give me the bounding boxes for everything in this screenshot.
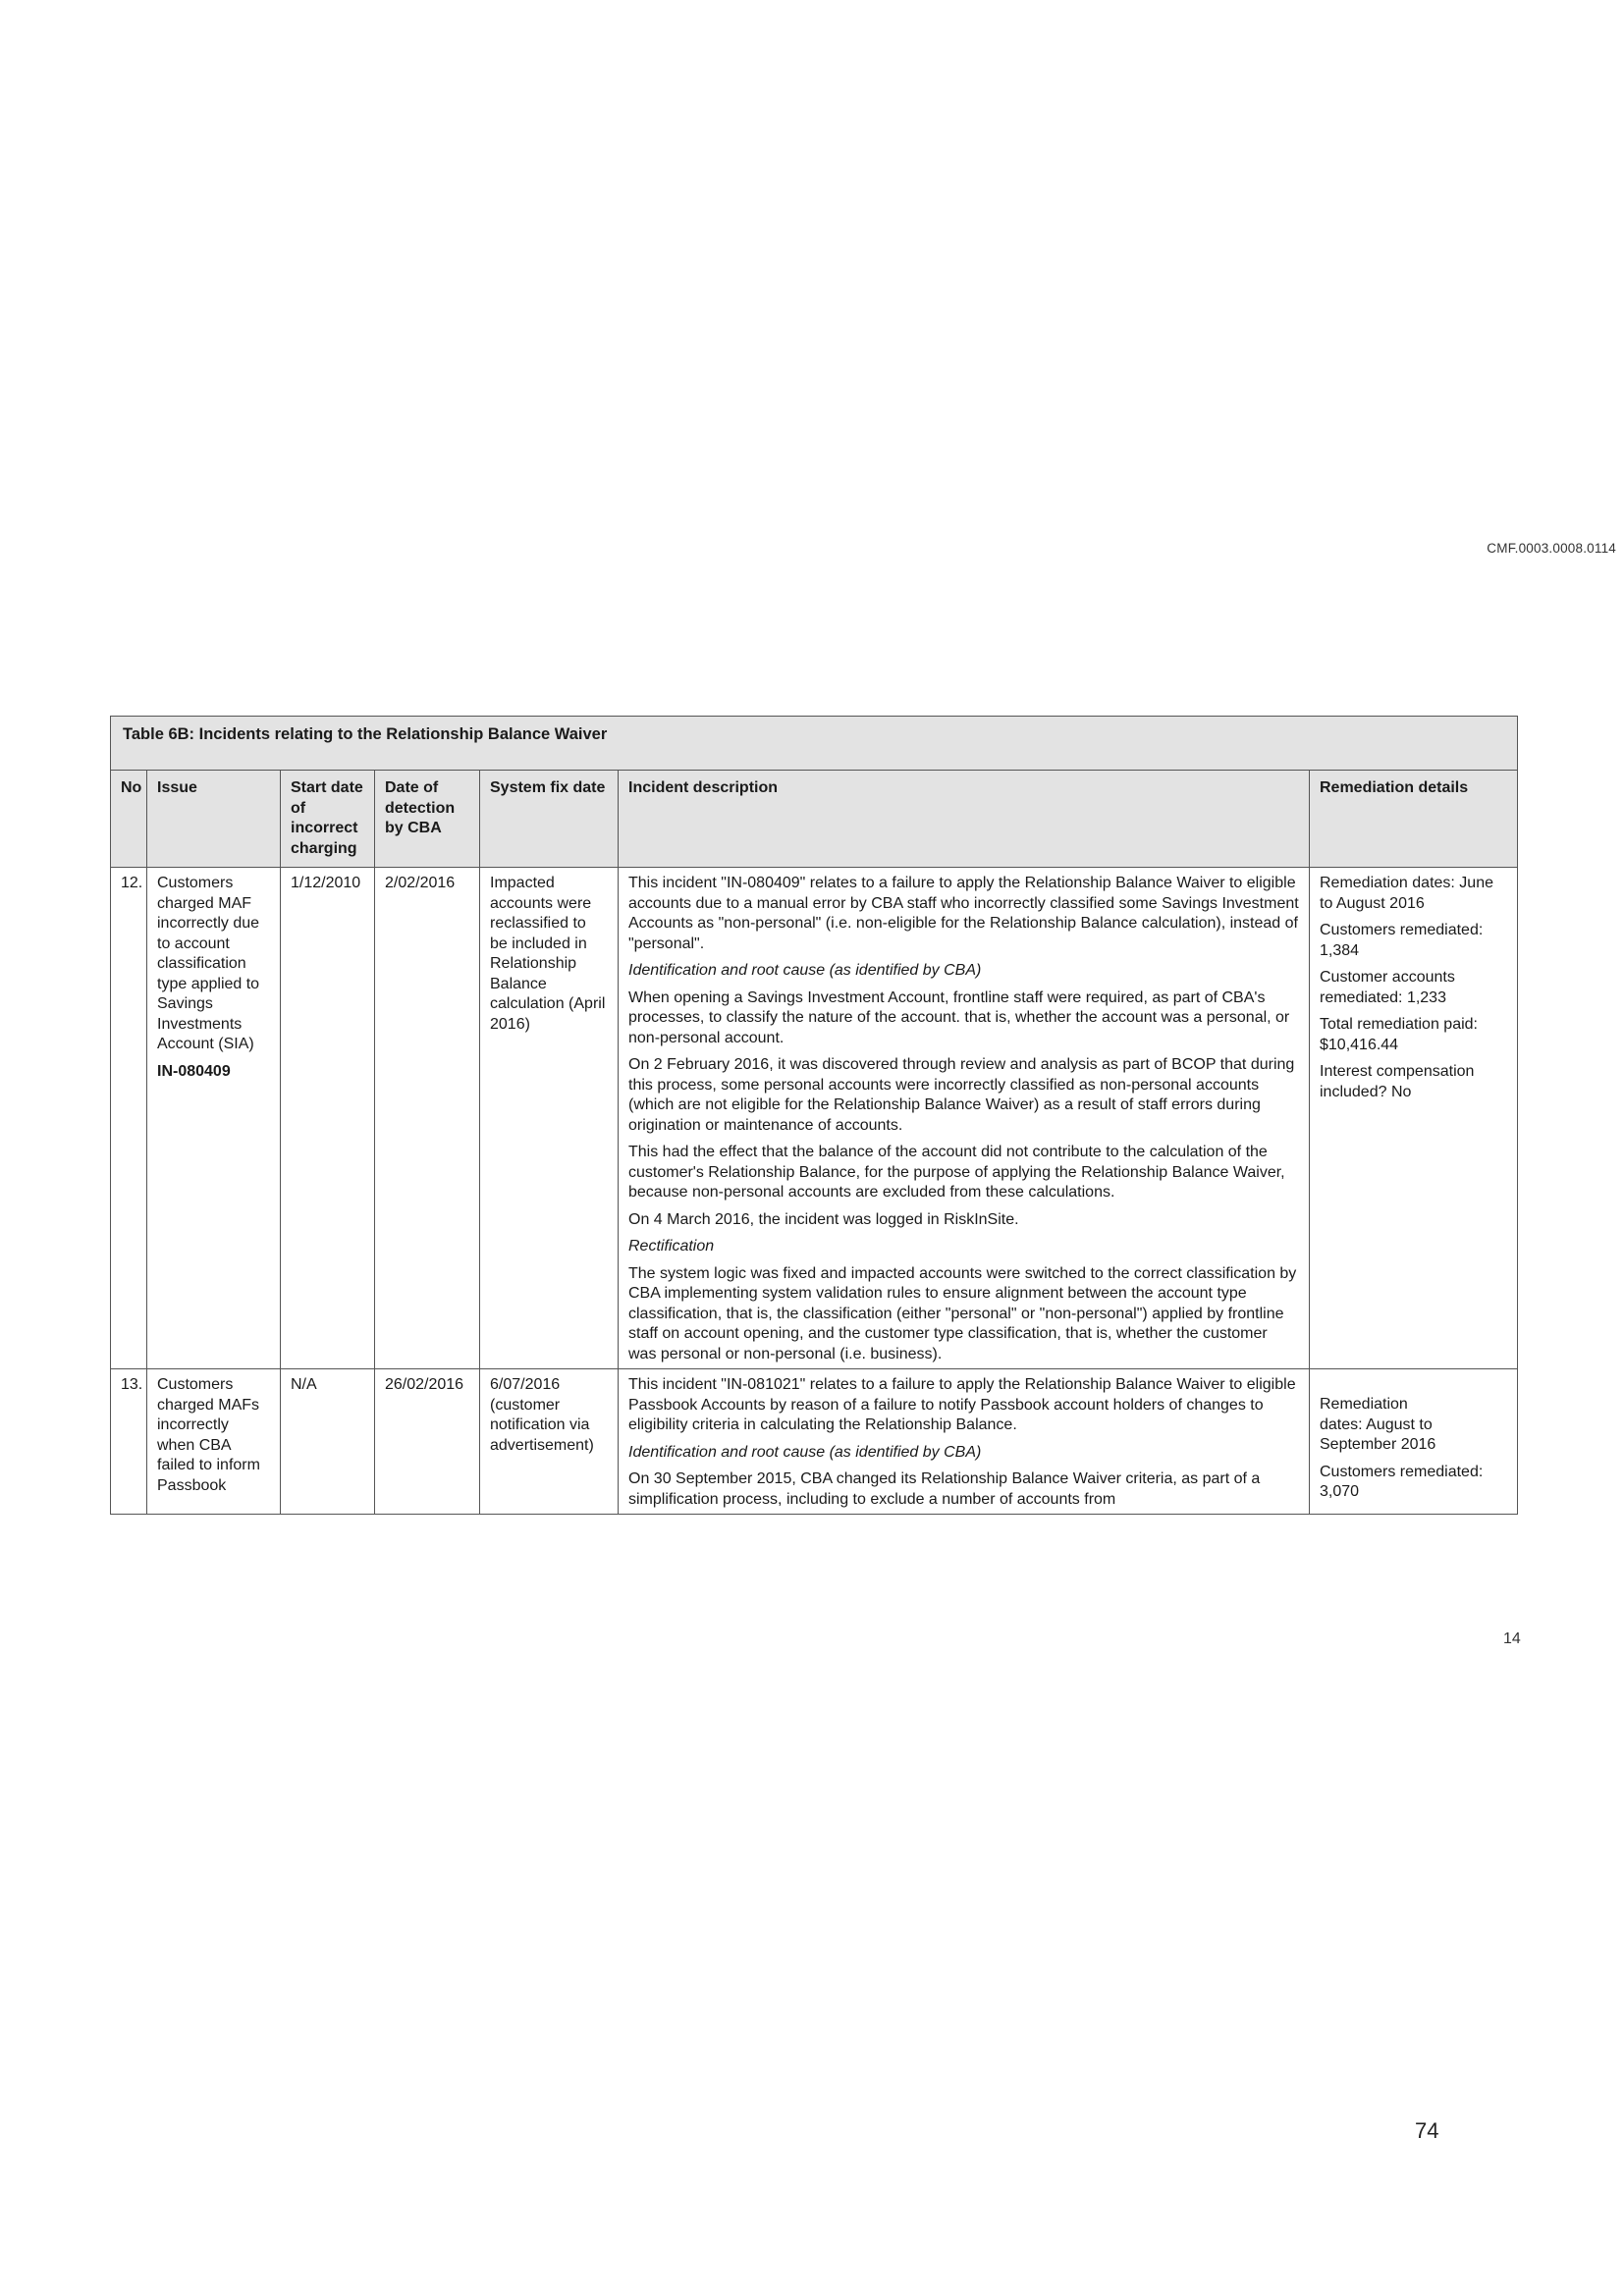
header-remediation-details: Remediation details — [1310, 771, 1518, 868]
header-start-date: Start date of incorrect charging — [281, 771, 375, 868]
description-paragraph: This incident "IN-080409" relates to a failure to apply the Relationship Balance Waiver to eligible accounts due to a manual error by CBA staff who incorrectly classified some Savings Investment Accounts as "non-personal" (i.e. non-eligible for the Relationship Balance calculation), instead of "personal". — [628, 875, 1299, 952]
issue-id: IN-080409 — [157, 1062, 231, 1080]
remediation-item: Customer accounts remediated: 1,233 — [1320, 969, 1455, 1006]
remediation-item: Customers remediated: 1,384 — [1320, 922, 1484, 959]
header-issue: Issue — [147, 771, 281, 868]
description-paragraph: On 4 March 2016, the incident was logged in RiskInSite. — [628, 1210, 1019, 1228]
description-subheading: Identification and root cause (as identified by CBA) — [628, 962, 982, 979]
table-row — [111, 868, 1518, 1369]
fix-date-cell: 6/07/2016 (customer notification via advertisement) — [480, 1369, 619, 1515]
header-fix-date: System fix date — [480, 771, 619, 868]
issue-text: Customers charged MAF incorrectly due to account classification type applied to Savings Investments Account (SIA) — [157, 875, 260, 1052]
start-date-cell: N/A — [281, 1369, 375, 1515]
description-paragraph: On 2 February 2016, it was discovered through review and analysis as part of BCOP that during this process, some personal accounts were incorrectly classified as non-personal accounts (which are not eligible for the Relationship Balance Waiver) as a result of staff errors during origination or maintenance of accounts. — [628, 1056, 1295, 1134]
table-title-row — [111, 717, 1518, 771]
issue-cell — [147, 1369, 281, 1515]
table-row — [111, 1369, 1518, 1515]
description-subheading: Identification and root cause (as identified by CBA) — [628, 1443, 982, 1461]
remediation-item: Customers remediated: 3,070 — [1320, 1463, 1484, 1500]
incident-description-cell — [619, 868, 1310, 1369]
row-number: 12. — [111, 868, 147, 1369]
issue-cell — [147, 868, 281, 1369]
header-incident-description: Incident description — [619, 771, 1310, 868]
fix-date-cell: Impacted accounts were reclassified to be included in Relationship Balance calculation (April 2016) — [480, 868, 619, 1369]
inner-page-number: 14 — [1503, 1630, 1521, 1647]
table-title: Table 6B: Incidents relating to the Relationship Balance Waiver — [111, 717, 1518, 771]
header-no: No — [111, 771, 147, 868]
row-number: 13. — [111, 1369, 147, 1515]
incidents-table — [110, 716, 1518, 1515]
page-number: 74 — [1415, 2118, 1439, 2143]
incidents-table-wrapper — [110, 716, 1517, 1515]
table-header-row — [111, 771, 1518, 868]
remediation-cell — [1310, 868, 1518, 1369]
description-subheading: Rectification — [628, 1238, 715, 1255]
detection-date-cell: 26/02/2016 — [375, 1369, 480, 1515]
remediation-item: Remediation dates: August to September 2016 — [1320, 1396, 1436, 1453]
incident-description-cell — [619, 1369, 1310, 1515]
description-paragraph: This had the effect that the balance of the account did not contribute to the calculation of the customer's Relationship Balance, for the purpose of applying the Relationship Balance Waiver, because non-personal accounts are excluded from these calculations. — [628, 1144, 1285, 1201]
issue-text: Customers charged MAFs incorrectly when CBA failed to inform Passbook — [157, 1376, 260, 1494]
description-paragraph: On 30 September 2015, CBA changed its Relationship Balance Waiver criteria, as part of a simplification process, including to exclude a number of accounts from — [628, 1470, 1261, 1508]
start-date-cell: 1/12/2010 — [281, 868, 375, 1369]
description-clip — [628, 1375, 1299, 1510]
remediation-cell — [1310, 1369, 1518, 1515]
detection-date-cell: 2/02/2016 — [375, 868, 480, 1369]
remediation-item: Interest compensation included? No — [1320, 1063, 1475, 1100]
description-paragraph: The system logic was fixed and impacted accounts were switched to the correct classification by CBA implementing system validation rules to ensure alignment between the account type classification, that is, the classification (either "personal" or "non-personal") applied by frontline staff on account opening, and the customer type classification, that is, whether the customer was personal or non-personal (i.e. business). — [628, 1264, 1297, 1362]
header-detection-date: Date of detection by CBA — [375, 771, 480, 868]
remediation-item: Remediation dates: June to August 2016 — [1320, 875, 1493, 912]
description-paragraph: When opening a Savings Investment Account, frontline staff were required, as part of CBA's processes, to classify the nature of the account. that is, whether the account was a personal, or non-personal account. — [628, 988, 1290, 1046]
description-paragraph: This incident "IN-081021" relates to a failure to apply the Relationship Balance Waiver to eligible Passbook Accounts by reason of a failure to notify Passbook account holders of changes to eligibility criteria in calculating the Relationship Balance. — [628, 1376, 1296, 1433]
document-reference: CMF.0003.0008.0114 — [1487, 541, 1616, 556]
remediation-item: Total remediation paid: $10,416.44 — [1320, 1016, 1478, 1053]
